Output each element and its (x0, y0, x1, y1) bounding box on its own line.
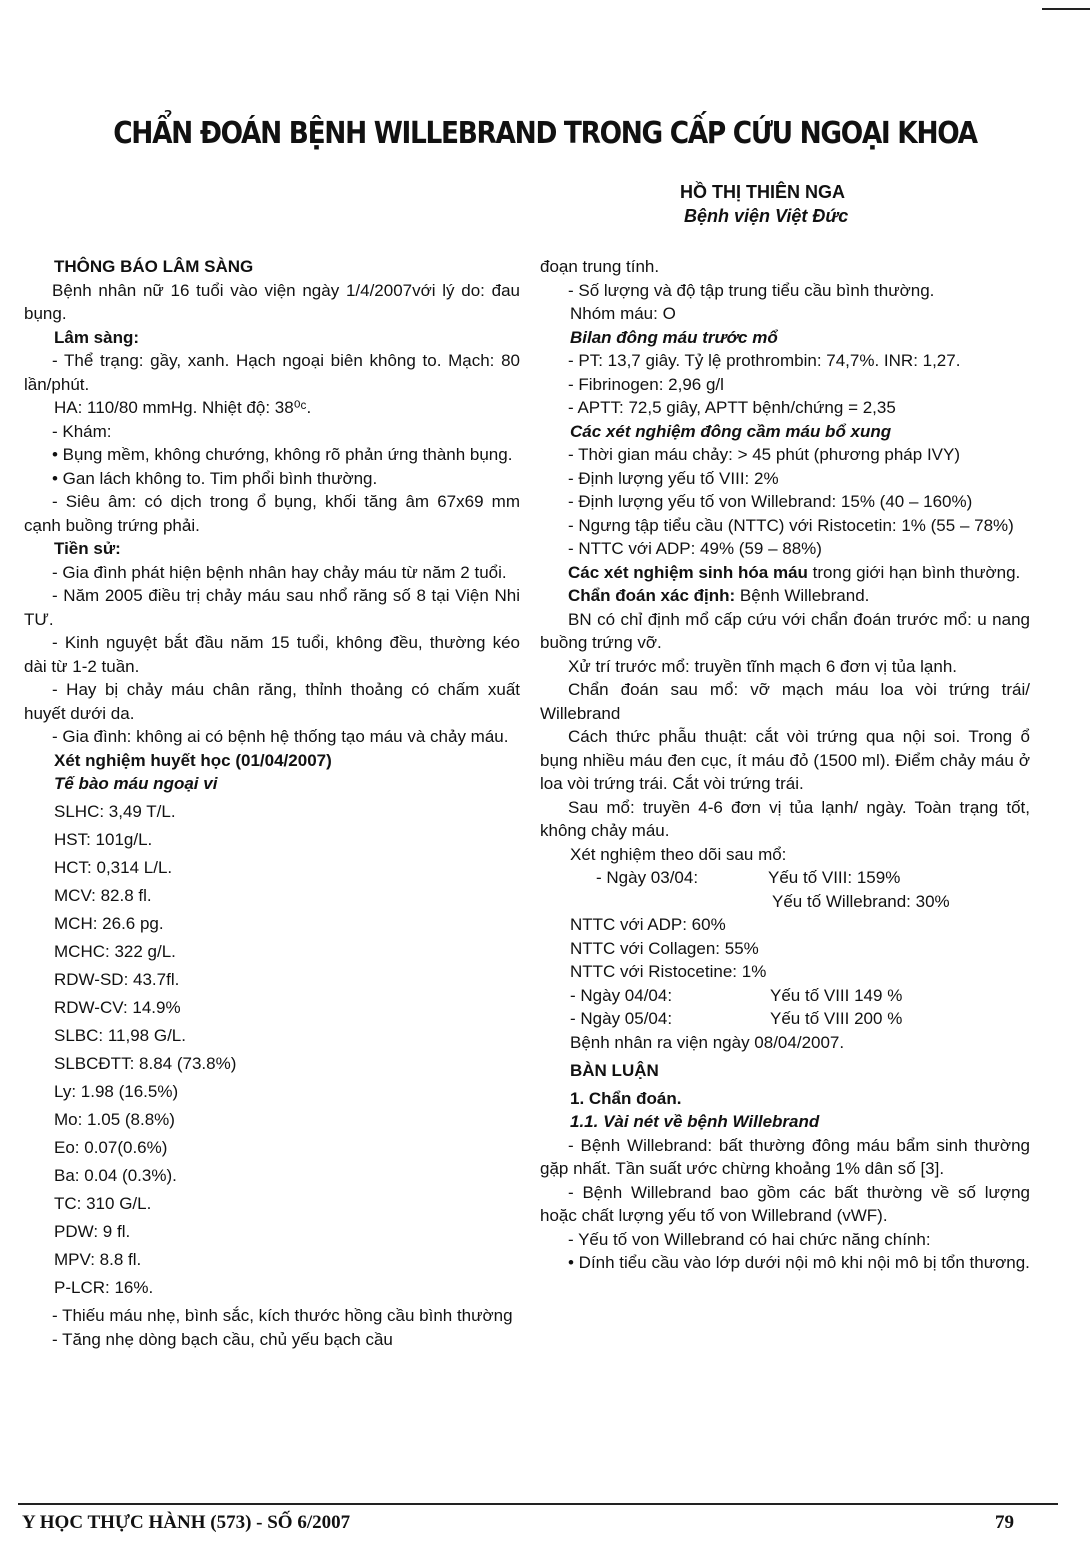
paragraph: đoạn trung tính. (540, 257, 660, 276)
paragraph: - Khám: (52, 421, 112, 441)
lab-value: Mo: 1.05 (8.8%) (54, 1110, 175, 1129)
paragraph: - Số lượng và độ tập trung tiểu cầu bình thường. (568, 280, 935, 300)
paragraph: - Năm 2005 điều trị chảy máu sau nhổ răng số 8 tại Viện Nhi TƯ. (24, 586, 520, 629)
paragraph: - Gia đình: không ai có bệnh hệ thống tạo máu và chảy máu. (52, 727, 509, 746)
followup-value: Yếu tố VIII 149 % (770, 985, 903, 1005)
paragraph: - Kinh nguyệt bắt đầu năm 15 tuổi, không đều, thường kéo dài từ 1-2 tuần. (24, 633, 520, 676)
paragraph: - Gia đình phát hiện bệnh nhân hay chảy máu từ năm 2 tuổi. (52, 562, 507, 582)
paragraph: • Bụng mềm, không chướng, không rõ phản ứng thành bụng. (52, 445, 513, 464)
paragraph: - Tăng nhẹ dòng bạch cầu, chủ yếu bạch cầu (52, 1329, 393, 1349)
paragraph: Xét nghiệm theo dõi sau mổ: (570, 844, 787, 864)
lab-value: RDW-CV: 14.9% (54, 998, 181, 1017)
lab-value: HST: 101g/L. (54, 830, 153, 849)
paragraph: Xử trí trước mổ: truyền tĩnh mạch 6 đơn vị tủa lạnh. (568, 656, 957, 676)
lab-value: TC: 310 G/L. (54, 1194, 152, 1213)
paragraph (540, 584, 1030, 608)
lab-value: P-LCR: 16%. (54, 1278, 154, 1297)
followup-row (540, 866, 1030, 890)
inline-bold: Các xét nghiệm sinh hóa máu (568, 562, 808, 582)
lab-value: MPV: 8.8 fl. (54, 1250, 142, 1269)
lab-value: SLBC: 11,98 G/L. (54, 1026, 186, 1045)
inline-bold: Chẩn đoán xác định: (568, 586, 736, 605)
paragraph: - Thời gian máu chảy: > 45 phút (phương pháp IVY) (568, 445, 961, 464)
inline-text: trong giới hạn bình thường. (807, 562, 1021, 582)
paragraph: - PT: 13,7 giây. Tỷ lệ prothrombin: 74,7%. INR: 1,27. (568, 351, 961, 370)
paragraph: Cách thức phẫu thuật: cắt vòi trứng qua nội soi. Trong ổ bụng nhiều máu đen cục, ít máu đỏ (1500 ml). Điểm chảy máu ở loa vòi trứng trái. Cắt vòi trứng trái. (540, 727, 1030, 793)
subheading: 1.1. Vài nét về bệnh Willebrand (570, 1112, 820, 1131)
lab-value: SLHC: 3,49 T/L. (54, 802, 176, 821)
paragraph: BN có chỉ định mổ cấp cứu với chẩn đoán trước mổ: u nang buồng trứng vỡ. (540, 609, 1030, 652)
lab-value: MCH: 26.6 pg. (54, 914, 164, 933)
paragraph: - Thể trạng: gầy, xanh. Hạch ngoại biên không to. Mạch: 80 lần/phút. (24, 351, 520, 394)
followup-date: - Ngày 05/04: (570, 1009, 673, 1028)
followup-row (540, 984, 1030, 1008)
paragraph: Sau mổ: truyền 4-6 đơn vị tủa lạnh/ ngày. Toàn trạng tốt, không chảy máu. (540, 797, 1030, 840)
paragraph: - Siêu âm: có dịch trong ổ bụng, khối tăng âm 67x69 mm cạnh buồng trứng phải. (24, 492, 520, 535)
lab-value: Ly: 1.98 (16.5%) (54, 1082, 179, 1101)
subheading: Lâm sàng: (54, 327, 140, 347)
lab-value: MCV: 82.8 fl. (54, 886, 152, 905)
top-rule (1042, 8, 1090, 10)
paragraph: - APTT: 72,5 giây, APTT bệnh/chứng = 2,35 (568, 398, 896, 417)
paragraph: - Bệnh Willebrand bao gồm các bất thường về số lượng hoặc chất lượng yếu tố von Willebrand (vWF). (540, 1182, 1030, 1225)
lab-value: SLBCĐTT: 8.84 (73.8%) (54, 1054, 237, 1073)
subheading: Xét nghiệm huyết học (01/04/2007) (54, 750, 332, 770)
inline-text: Bệnh Willebrand. (735, 586, 870, 605)
subheading: Tiền sử: (54, 539, 121, 558)
paragraph: Chẩn đoán sau mổ: vỡ mạch máu loa vòi trứng trái/ Willebrand (540, 680, 1030, 723)
paragraph: - Thiếu máu nhẹ, bình sắc, kích thước hồng cầu bình thường (52, 1306, 513, 1325)
author-affiliation: Bệnh viện Việt Đức (684, 206, 849, 226)
paragraph: NTTC với Ristocetine: 1% (570, 962, 767, 981)
paragraph: - Định lượng yếu tố VIII: 2% (568, 468, 779, 488)
paragraph: - Định lượng yếu tố von Willebrand: 15% (40 – 160%) (568, 492, 973, 511)
paragraph: Bệnh nhân ra viện ngày 08/04/2007. (570, 1032, 845, 1052)
paragraph: - NTTC với ADP: 49% (59 – 88%) (568, 539, 822, 558)
subheading: Tế bào máu ngoại vi (54, 774, 218, 793)
paragraph (540, 561, 1030, 585)
paragraph: NTTC với Collagen: 55% (570, 938, 759, 958)
lab-value: HCT: 0,314 L/L. (54, 858, 173, 877)
lab-value: Eo: 0.07(0.6%) (54, 1138, 168, 1157)
followup-date: - Ngày 04/04: (570, 985, 673, 1005)
followup-date: - Ngày 03/04: (596, 868, 699, 887)
lab-value: RDW-SD: 43.7fl. (54, 970, 180, 989)
paragraph: - Bệnh Willebrand: bất thường đông máu bẩm sinh thường gặp nhất. Tần suất ước chừng khoảng 1% dân số [3]. (540, 1135, 1030, 1178)
paragraph: - Fibrinogen: 2,96 g/l (568, 374, 724, 394)
paragraph: - Ngưng tập tiểu cầu (NTTC) với Ristocetin: 1% (55 – 78%) (568, 515, 1014, 535)
followup-row (540, 1007, 1030, 1031)
journal-footer: Y HỌC THỰC HÀNH (573) - SỐ 6/2007 (22, 1512, 351, 1533)
author-name: HỒ THỊ THIÊN NGA (680, 182, 845, 202)
section-heading: THÔNG BÁO LÂM SÀNG (54, 257, 254, 276)
page-number: 79 (995, 1512, 1014, 1533)
lab-value: PDW: 9 fl. (54, 1222, 131, 1241)
lab-value: MCHC: 322 g/L. (54, 942, 176, 961)
followup-value: Yếu tố Willebrand: 30% (772, 891, 950, 911)
followup-value: Yếu tố VIII: 159% (768, 868, 901, 887)
right-column (540, 255, 1030, 1275)
author-block (680, 180, 980, 228)
subheading: Bilan đông máu trước mổ (570, 327, 778, 347)
paragraph: • Dính tiểu cầu vào lớp dưới nội mô khi nội mô bị tổn thương. (568, 1253, 1030, 1272)
footer-rule (18, 1503, 1058, 1505)
subheading: 1. Chẩn đoán. (570, 1088, 682, 1108)
paragraph: Nhóm máu: O (570, 304, 676, 323)
paragraph: - Yếu tố von Willebrand có hai chức năng chính: (568, 1229, 931, 1249)
paragraph: • Gan lách không to. Tim phổi bình thường. (52, 468, 378, 488)
followup-value: Yếu tố VIII 200 % (770, 1009, 903, 1028)
paragraph: Bệnh nhân nữ 16 tuổi vào viện ngày 1/4/2007với lý do: đau bụng. (24, 280, 520, 323)
section-heading: BÀN LUẬN (570, 1060, 659, 1080)
subheading: Các xét nghiệm đông cầm máu bổ xung (570, 421, 892, 441)
left-column (24, 255, 520, 1351)
lab-value: Ba: 0.04 (0.3%). (54, 1166, 177, 1185)
paragraph: HA: 110/80 mmHg. Nhiệt độ: 38⁰ᶜ. (54, 398, 312, 417)
paragraph: NTTC với ADP: 60% (570, 915, 726, 934)
paragraph: - Hay bị chảy máu chân răng, thỉnh thoảng có chấm xuất huyết dưới da. (24, 680, 520, 723)
article-title: CHẨN ĐOÁN BỆNH WILLEBRAND TRONG CẤP CỨU NGOẠI KHOA (113, 116, 977, 151)
